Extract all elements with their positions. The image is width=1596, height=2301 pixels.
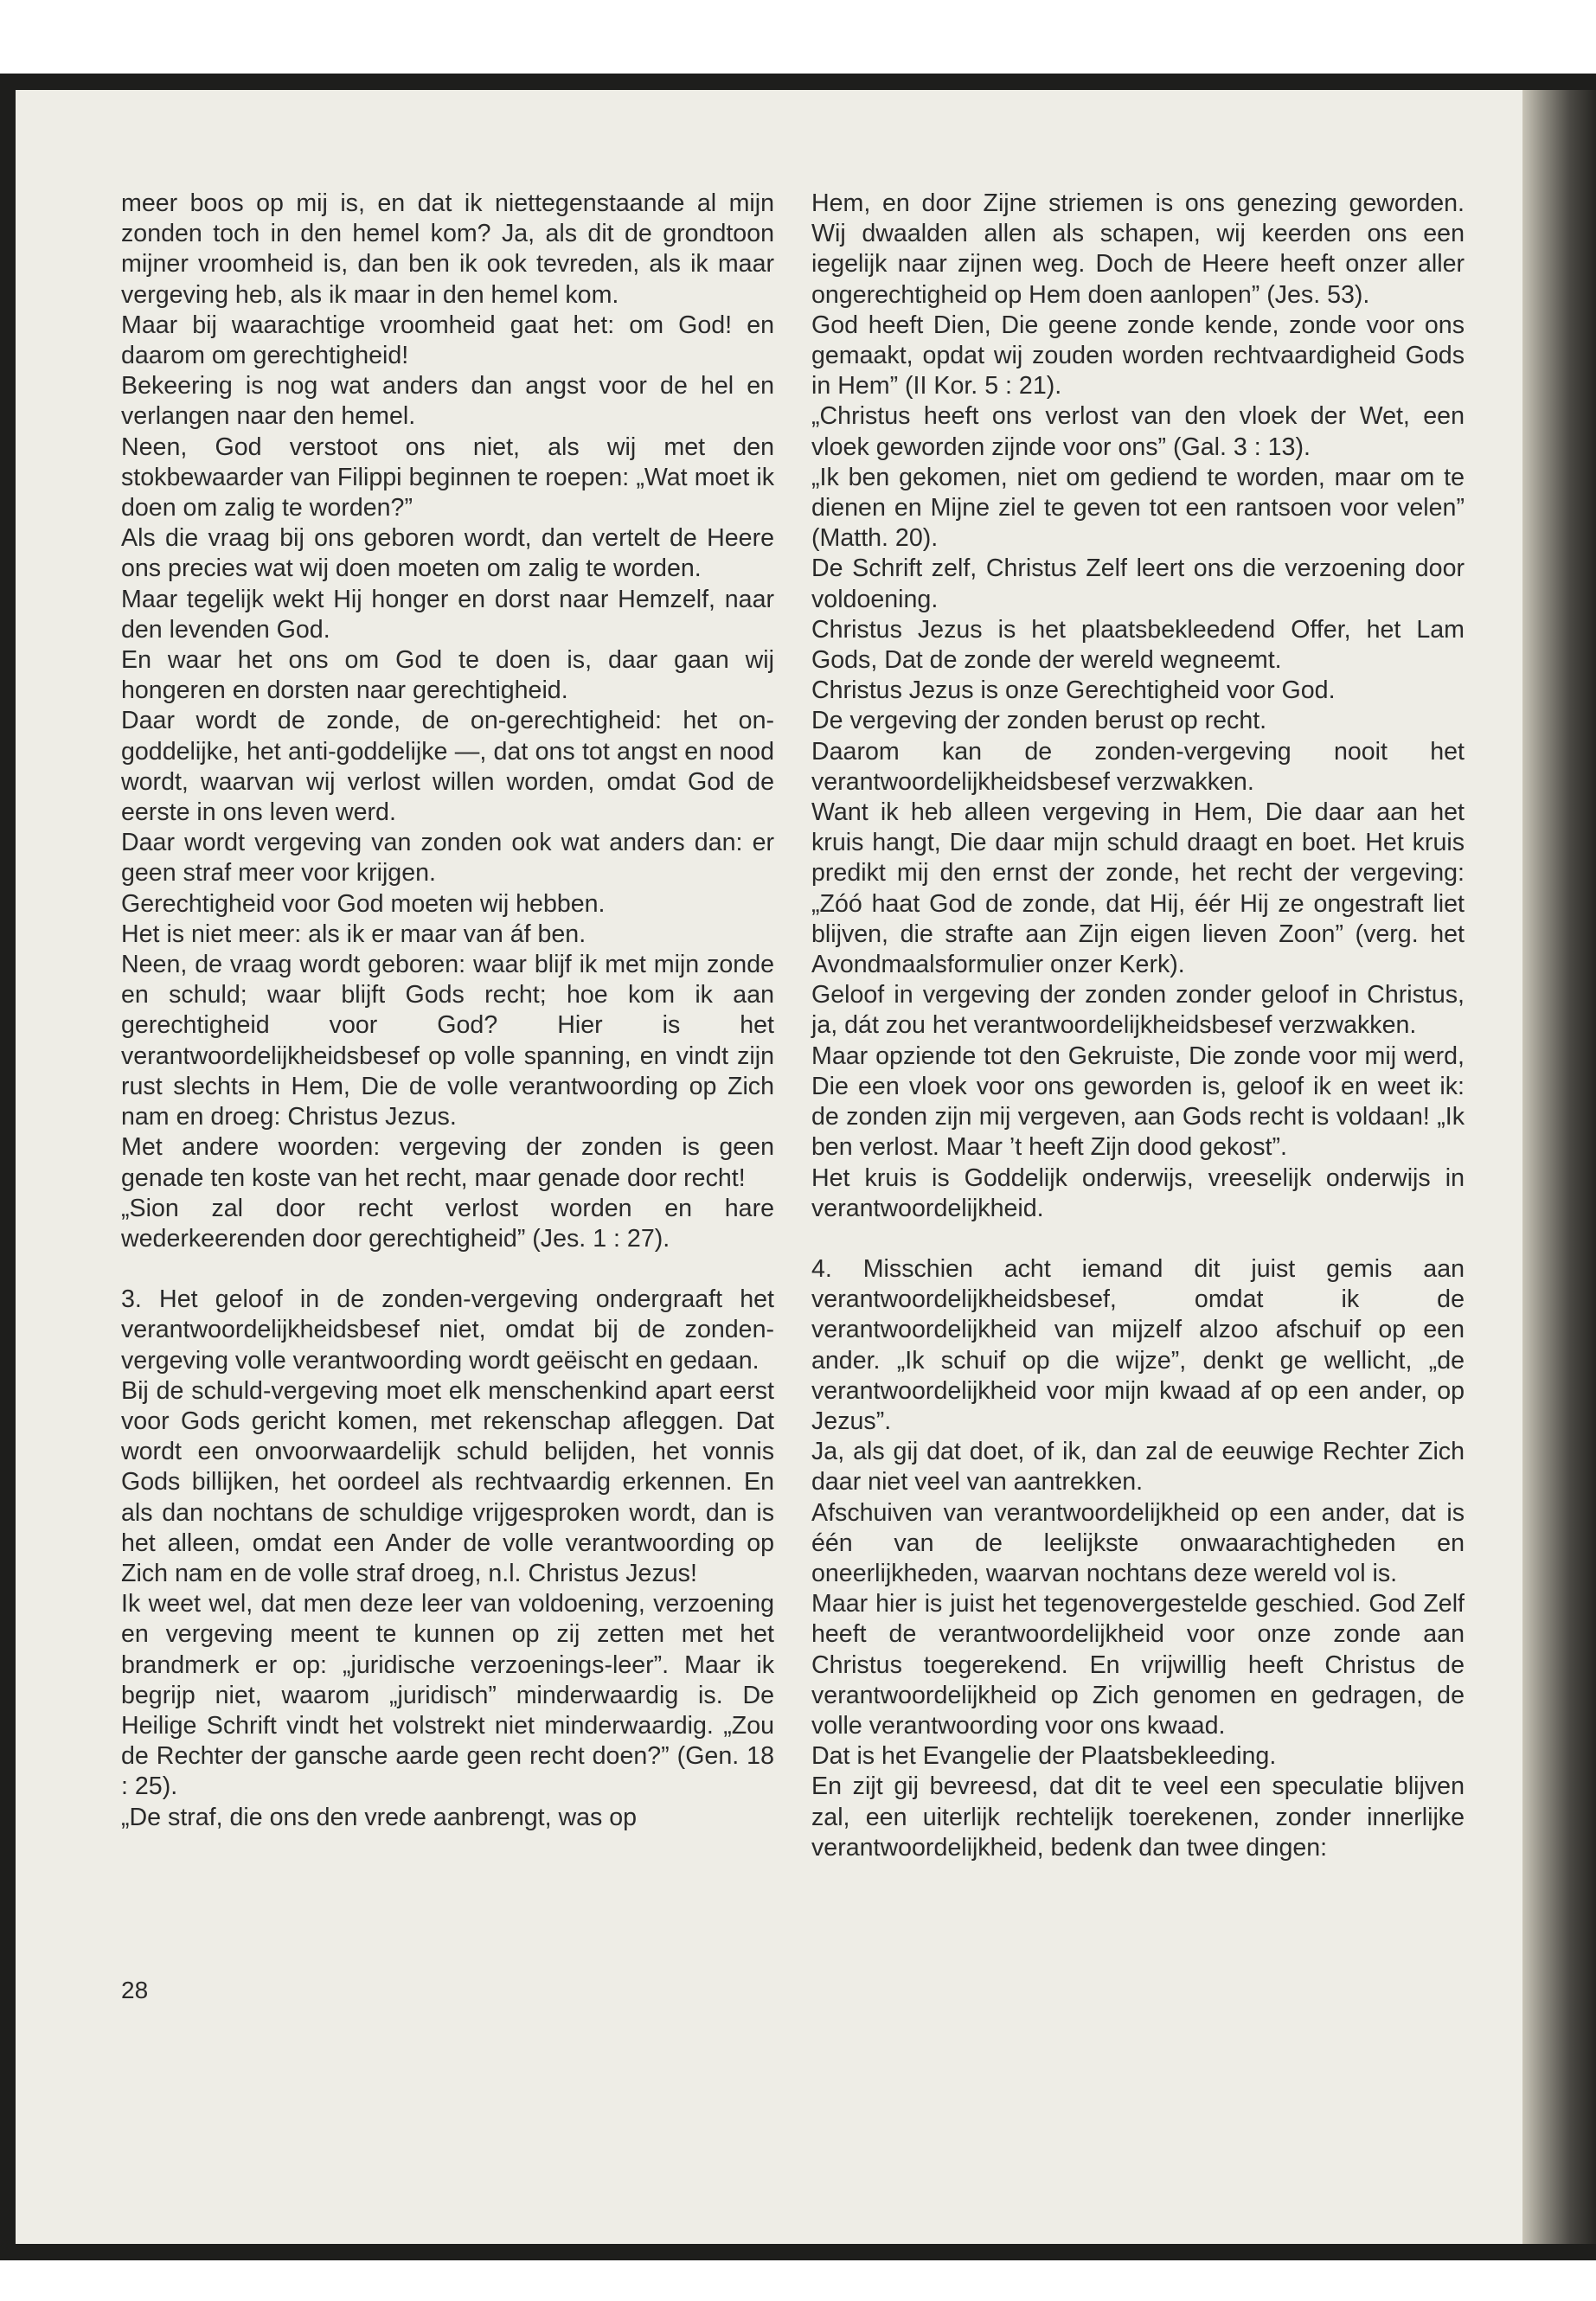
paragraph: Daar wordt vergeving van zonden ook wat anders dan: er geen straf meer voor krijgen. <box>121 829 774 888</box>
right-column <box>811 189 1465 1863</box>
paragraph: „Christus heeft ons verlost van den vloek der Wet, een vloek geworden zijnde voor ons” (Gal. 3 : 13). <box>811 402 1465 461</box>
paragraph: Het is niet meer: als ik er maar van áf ben. <box>121 920 586 948</box>
paragraph: Neen, de vraag wordt geboren: waar blijf ik met mijn zonde en schuld; waar blijft Gods recht; hoe kom ik aan gerechtigheid voor God? Hier is het verantwoordelijkheidsbesef op volle spanning, en vindt zijn rust slechts in Hem, Die de volle verantwoording op Zich nam en droeg: Christus Jezus. <box>121 951 774 1131</box>
paragraph: De vergeving der zonden berust op recht. <box>811 707 1267 735</box>
paragraph: Geloof in vergeving der zonden zonder geloof in Christus, ja, dát zou het verantwoordelijkheidsbesef verzwakken. <box>811 981 1465 1040</box>
paragraph: Maar tegelijk wekt Hij honger en dorst naar Hemzelf, naar den levenden God. <box>121 585 774 644</box>
paragraph: Want ik heb alleen vergeving in Hem, Die daar aan het kruis hangt, Die daar mijn schuld draagt en boet. Het kruis predikt mij den ernst der zonde, het recht der vergeving: „Zóó haat God de zonde, dat Hij, éér Hij ze ongestraft liet blijven, die strafte aan Zijn eigen lieven Zoon” (verg. het Avondmaalsformulier onzer Kerk). <box>811 798 1465 979</box>
paragraph: Afschuiven van verantwoordelijkheid op een ander, dat is één van de leelijkste onwaarachtigheden en oneerlijkheden, waarvan nochtans deze wereld vol is. <box>811 1498 1465 1587</box>
paragraph: Ik weet wel, dat men deze leer van voldoening, verzoening en vergeving meent te kunnen op zij zetten met het brandmerk er op: „juridische verzoenings-leer”. Maar ik begrijp niet, waarom „juridisch” minderwaardig is. De Heilige Schrift vindt het volstrekt niet minderwaardig. „Zou de Rechter der gansche aarde geen recht doen?” (Gen. 18 : 25). <box>121 1590 774 1801</box>
page-number: 28 <box>121 1977 149 2003</box>
paragraph: En waar het ons om God te doen is, daar gaan wij hongeren en dorsten naar gerechtigheid. <box>121 646 774 705</box>
left-column <box>121 189 774 1833</box>
paragraph: Christus Jezus is het plaatsbekleedend Offer, het Lam Gods, Dat de zonde der wereld wegneemt. <box>811 615 1465 675</box>
paragraph: Het kruis is Goddelijk onderwijs, vreeselijk onderwijs in verantwoordelijkheid. <box>811 1163 1465 1222</box>
paragraph: Daar wordt de zonde, de on-gerechtigheid: het on-goddelijke, het anti-goddelijke —, dat ons tot angst en nood wordt, waarvan wij verlost willen worden, omdat God de eerste in ons leven werd. <box>121 707 774 827</box>
section-3-heading-paragraph: 3. Het geloof in de zonden-vergeving ondergraaft het verantwoordelijkheidsbesef niet, omdat bij de zonden-vergeving volle verantwoording wordt geëischt en gedaan. <box>121 1285 774 1375</box>
paragraph: Ja, als gij dat doet, of ik, dan zal de eeuwige Rechter Zich daar niet veel van aantrekken. <box>811 1438 1465 1497</box>
paragraph: Christus Jezus is onze Gerechtigheid voor God. <box>811 676 1336 705</box>
paragraph: Maar bij waarachtige vroomheid gaat het: om God! en daarom om gerechtigheid! <box>121 311 774 370</box>
paragraph: Maar hier is juist het tegenovergestelde geschied. God Zelf heeft de verantwoordelijkheid voor onze zonde aan Christus toegerekend. En vrijwillig heeft Christus de verantwoordelijkheid op Zich genomen en gedragen, de volle verantwoording voor ons kwaad. <box>811 1590 1465 1740</box>
paragraph: „Ik ben gekomen, niet om gediend te worden, maar om te dienen en Mijne ziel te geven tot een rantsoen voor velen” (Matth. 20). <box>811 463 1465 553</box>
spine-shadow <box>1522 90 1596 2244</box>
paragraph: Neen, God verstoot ons niet, als wij met den stokbewaarder van Filippi beginnen te roepen: „Wat moet ik doen om zalig te worden?” <box>121 433 774 522</box>
paragraph: Dat is het Evangelie der Plaatsbekleeding. <box>811 1742 1277 1771</box>
paragraph: Met andere woorden: vergeving der zonden is geen genade ten koste van het recht, maar genade door recht! <box>121 1133 774 1192</box>
paragraph: Hem, en door Zijne striemen is ons genezing geworden. Wij dwaalden allen als schapen, wij keerden ons een iegelijk naar zijnen weg. Doch de Heere heeft onzer aller ongerechtigheid op Hem doen aanlopen” (Jes. 53). <box>811 189 1465 309</box>
paragraph: God heeft Dien, Die geene zonde kende, zonde voor ons gemaakt, opdat wij zouden worden rechtvaardigheid Gods in Hem” (II Kor. 5 : 21). <box>811 311 1465 401</box>
paragraph: Als die vraag bij ons geboren wordt, dan vertelt de Heere ons precies wat wij doen moeten om zalig te worden. <box>121 524 774 583</box>
section-4-heading-paragraph: 4. Misschien acht iemand dit juist gemis aan verantwoordelijkheidsbesef, omdat ik de verantwoordelijkheid van mijzelf alzoo afschuif op een ander. „Ik schuif op die wijze”, denkt ge wellicht, „de verantwoordelijkheid voor mijn kwaad af op een ander, op Jezus”. <box>811 1254 1465 1435</box>
paragraph: En zijt gij bevreesd, dat dit te veel een speculatie blijven zal, een uiterlijk rechtelijk toerekenen, zonder innerlijke verantwoordelijkheid, bedenk dan twee dingen: <box>811 1772 1465 1862</box>
paragraph: Gerechtigheid voor God moeten wij hebben. <box>121 889 606 918</box>
paragraph: Bij de schuld-vergeving moet elk menschenkind apart eerst voor Gods gericht komen, met rekenschap afleggen. Dat wordt een onvoorwaardelijk schuld belijden, het vonnis Gods billijken, het oordeel als rechtvaardig erkennen. En als dan nochtans de schuldige vrijgesproken wordt, dan is het alleen, omdat een Ander de volle verantwoording op Zich nam en de volle straf droeg, n.l. Christus Jezus! <box>121 1376 774 1587</box>
paragraph: De Schrift zelf, Christus Zelf leert ons die verzoening door voldoening. <box>811 554 1465 613</box>
paragraph: Daarom kan de zonden-vergeving nooit het verantwoordelijkheidsbesef verzwakken. <box>811 737 1465 796</box>
paragraph: Maar opziende tot den Gekruiste, Die zonde voor mij werd, Die een vloek voor ons geworden is, geloof ik en weet ik: de zonden zijn mij vergeven, aan Gods recht is voldaan! „Ik ben verlost. Maar ’t heeft Zijn dood gekost”. <box>811 1042 1465 1162</box>
paragraph: meer boos op mij is, en dat ik niettegenstaande al mijn zonden toch in den hemel kom? Ja, als dit de grondtoon mijner vroomheid is, dan ben ik ook tevreden, als ik maar vergeving heb, als ik maar in den hemel kom. <box>121 189 774 309</box>
paragraph: Bekeering is nog wat anders dan angst voor de hel en verlangen naar den hemel. <box>121 372 774 431</box>
paragraph: „Sion zal door recht verlost worden en hare wederkeerenden door gerechtigheid” (Jes. 1 : 27). <box>121 1194 774 1253</box>
paragraph: „De straf, die ons den vrede aanbrengt, was op <box>121 1803 638 1831</box>
